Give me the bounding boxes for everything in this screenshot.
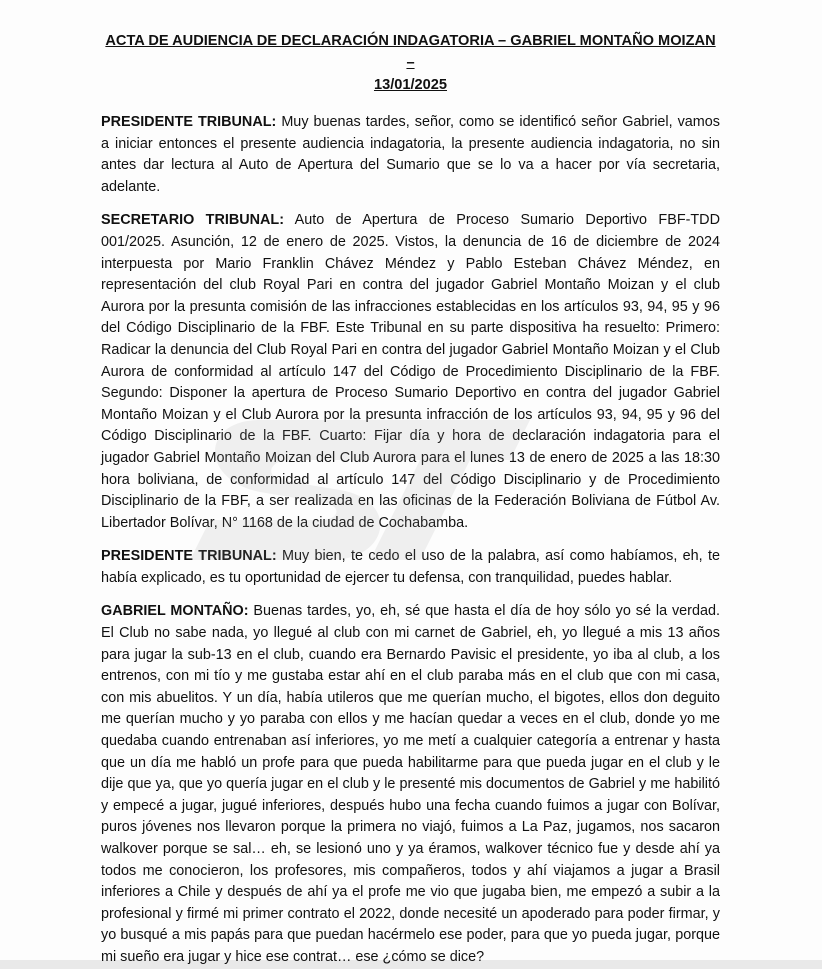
speaker-label: GABRIEL MONTAÑO: bbox=[101, 603, 249, 620]
paragraph-4 bbox=[101, 601, 720, 968]
paragraph-text: Auto de Apertura de Proceso Sumario Deportivo FBF-TDD 001/2025. Asunción, 12 de enero de 2025. Vistos, la denuncia de 16 de diciembre de 2024 interpuesta por Mario Franklin Chávez Méndez y Pablo Esteban Chávez Méndez, en representación del club Royal Pari en contra del jugador Gabriel Montaño Moizan y el club Aurora por la presunta comisión de las infracciones establecidas en los artículos 93, 94, 95 y 96 del Código Disciplinario de la FBF. Este Tribunal en su parte dispositiva ha resuelto: Primero: Radicar la denuncia del Club Royal Pari en contra del jugador Gabriel Montaño Moizan y el Club Aurora de conformidad al artículo 147 del Código de Procedimiento Disciplinario de la FBF. Segundo: Disponer la apertura de Proceso Sumario Deportivo en contra del jugador Gabriel Montaño Moizan y el Club Aurora por la presunta infracción de los artículos 93, 94, 95 y 96 del Código Disciplinario de la FBF. Cuarto: Fijar día y hora de declaración indagatoria para el jugador Gabriel Montaño Moizan del Club Aurora para el lunes 13 de enero de 2025 a las 18:30 hora boliviana, de conformidad al artículo 147 del Código Disciplinario y de Procedimiento Disciplinario de la FBF, a ser realizada en las oficinas de la Federación Boliviana de Fútbol Av. Libertador Bolívar, N° 1168 de la ciudad de Cochabamba. bbox=[101, 212, 720, 531]
paragraph-text: Muy bien, te cedo el uso de la palabra, así como habíamos, eh, te había explicado, es tu oportunidad de ejercer tu defensa, con tranquilidad, puedes hablar. bbox=[101, 548, 720, 586]
title-line-2: 13/01/2025 bbox=[373, 77, 448, 93]
speaker-label: SECRETARIO TRIBUNAL: bbox=[101, 212, 285, 229]
paragraph-1 bbox=[101, 112, 720, 198]
speaker-label: PRESIDENTE TRIBUNAL: bbox=[101, 114, 277, 130]
paragraph-text: Buenas tardes, yo, eh, sé que hasta el día de hoy sólo yo sé la verdad. El Club no sabe nada, yo llegué al club con mi carnet de Gabriel, eh, yo llegué a mis 13 años para jugar la sub-13 en el club, cuando era Bernardo Pavisic el presidente, yo iba al club, a los entrenos, con mi tío y me gustaba estar ahí en el club paraba más en el club que con mi casa, con mis abuelitos. Y un día, había utileros que me querían mucho, el bigotes, ellos don deguito me querían mucho y yo paraba con ellos y me hacían quedar a veces en el club, donde yo me quedaba cuando entrenaban así inferiores, yo me metí a cualquier categoría a entrenar y hasta que un día me habló un profe para que pueda habilitarme para que pueda jugar en el club y le dije que ya, que yo quería jugar en el club y le presenté mis documentos de Gabriel y me habilitó y empecé a jugar, jugué inferiores, después hubo una fecha cuando fuimos a jugar con Bolívar, puros jóvenes nos llevaron porque la primera no viajó, fuimos a La Paz, jugamos, nos sacaron walkover porque se sal… eh, se lesionó uno y ya éramos, walkover técnico fue y desde ahí ya todos me conocieron, los profesores, mis compañeros, todos y ahí viajamos a jugar a Brasil inferiores a Chile y después de ahí ya el profe me vio que jugaba bien, me empezó a subir a la profesional y firmé mi primer contrato el 2022, donde necesité un apoderado para poder firmar, y yo busqué a mis papás para que puedan hacérmelo ese poder, para que yo pueda jugar, porque mi sueño era jugar y hice ese contrat… ese ¿cómo se dice? bbox=[101, 603, 720, 965]
paragraph-2 bbox=[101, 210, 720, 534]
document-title bbox=[101, 30, 720, 96]
paragraph-3 bbox=[101, 546, 720, 589]
paragraph-text: Muy buenas tardes, señor, como se identificó señor Gabriel, vamos a iniciar entonces el presente audiencia indagatoria, la presente audiencia indagatoria, no sin antes dar lectura al Auto de Apertura del Sumario que se lo va a hacer por vía secretaria, adelante. bbox=[101, 114, 720, 195]
speaker-label: PRESIDENTE TRIBUNAL: bbox=[101, 548, 277, 565]
title-line-1: ACTA DE AUDIENCIA DE DECLARACIÓN INDAGATORIA – GABRIEL MONTAÑO MOIZAN – bbox=[105, 33, 716, 71]
